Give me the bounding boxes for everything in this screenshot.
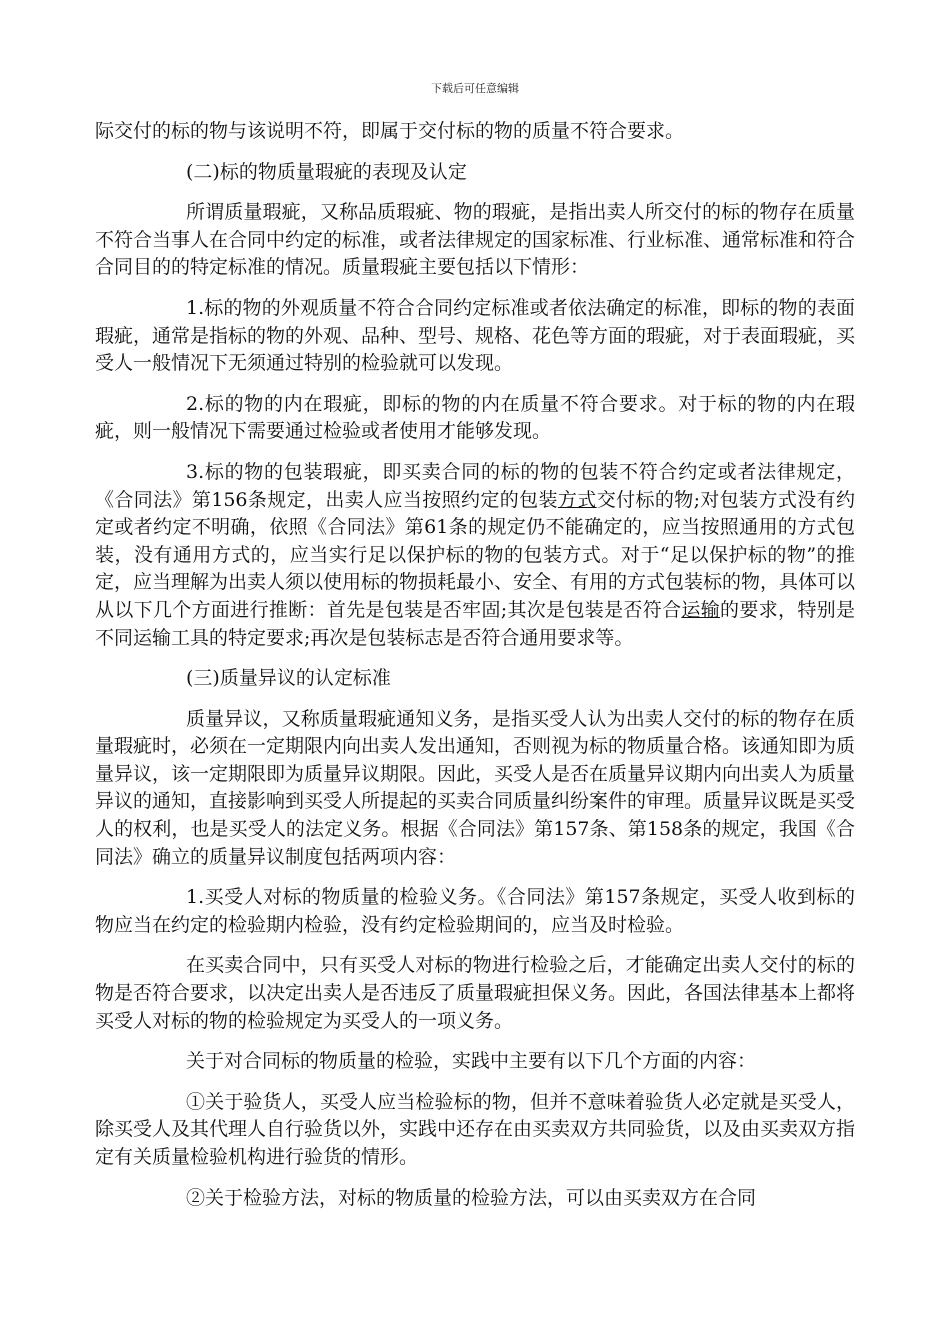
list-item-circle-1: ①关于验货人，买受人应当检验标的物，但并不意味着验货人必定就是买受人，除买受人及其代理人自行验货以外，实践中还存在由买卖双方共同验货，以及由买卖双方指定有关质量检验机构进行验货的情形。 bbox=[95, 1090, 856, 1168]
section-heading-2: (二)标的物质量瑕疵的表现及认定 bbox=[186, 160, 467, 183]
paragraph-inspection-intro: 关于对合同标的物质量的检验，实践中主要有以下几个方面的内容： bbox=[186, 1050, 757, 1073]
paragraph-continuation: 际交付的标的物与该说明不符，即属于交付标的物的质量不符合要求。 bbox=[95, 120, 685, 142]
list-item-3-part2: 交付标的物;对包装方式没有约定或者约定不明确，依照《合同法》第61条的规定仍不能确定的，应当按照通用的方式包装，没有通用方式的，应当实行足以保护标的物的包装方式。对于“足以保护标的物”的推定，应当理解为出卖人须以使用标的物损耗最小、安全、有用的方式包装标的物，具体可以从以下几个方面进行推断：首先是包装是否牢固;其次是包装是否符合 bbox=[95, 488, 856, 621]
document-body bbox=[95, 118, 855, 1225]
list-item-3-part1: 3.标的物的包装瑕疵，即买卖合同的标的物的包装不符合约定或者法律规定，《合同法》第156条规定，出卖人应当按照约定的包装 bbox=[95, 460, 855, 511]
paragraph-definition: 所谓质量瑕疵，又称品质瑕疵、物的瑕疵，是指出卖人所交付的标的物存在质量不符合当事人在合同中约定的标准，或者法律规定的国家标准、行业标准、通常标准和符合合同目的的特定标准的情况。质量瑕疵主要包括以下情形： bbox=[95, 201, 856, 279]
link-yunshu[interactable]: 运输 bbox=[681, 598, 721, 621]
paragraph-quality-objection: 质量异议，又称质量瑕疵通知义务，是指买受人认为出卖人交付的标的物存在质量瑕疵时，必须在一定期限内向出卖人发出通知，否则视为标的物质量合格。该通知即为质量异议，该一定期限即为质量异议期限。因此，买受人是否在质量异议期内向出卖人为质量异议的通知，直接影响到买受人所提起的买卖合同质量纠纷案件的审理。质量异议既是买受人的权利，也是买受人的法定义务。根据《合同法》第157条、第158条的规定，我国《合同法》确立的质量异议制度包括两项内容： bbox=[95, 707, 856, 868]
list-item-circle-2: ②关于检验方法，对标的物质量的检验方法，可以由买卖双方在合同 bbox=[186, 1186, 757, 1209]
link-fangshi[interactable]: 方式 bbox=[557, 488, 597, 511]
list-item-3-part3: 的要求，特别是不同运输工具的特定要求;再次是包装标志是否符合通用要求等。 bbox=[95, 598, 855, 649]
list-item-inspection-duty: 1.买受人对标的物质量的检验义务。《合同法》第157条规定，买受人收到标的物应当在约定的检验期内检验，没有约定检验期间的，应当及时检验。 bbox=[95, 886, 855, 936]
paragraph-inspection: 在买卖合同中，只有买受人对标的物进行检验之后，才能确定出卖人交付的标的物是否符合要求，以决定出卖人是否违反了质量瑕疵担保义务。因此，各国法律基本上都将买受人对标的物的检验规定为买受人的一项义务。 bbox=[95, 954, 856, 1032]
page-header-note: 下载后可任意编辑 bbox=[431, 82, 519, 95]
section-heading-3: (三)质量异议的认定标准 bbox=[186, 667, 391, 690]
list-item-2: 2.标的物的内在瑕疵，即标的物的内在质量不符合要求。对于标的物的内在瑕疵，则一般情况下需要通过检验或者使用才能够发现。 bbox=[95, 392, 855, 443]
list-item-1: 1.标的物的外观质量不符合合同约定标准或者依法确定的标准，即标的物的表面瑕疵，通常是指标的物的外观、品种、型号、规格、花色等方面的瑕疵，对于表面瑕疵，买受人一般情况下无须通过特别的检验就可以发现。 bbox=[95, 296, 856, 375]
list-item-3 bbox=[95, 459, 855, 652]
